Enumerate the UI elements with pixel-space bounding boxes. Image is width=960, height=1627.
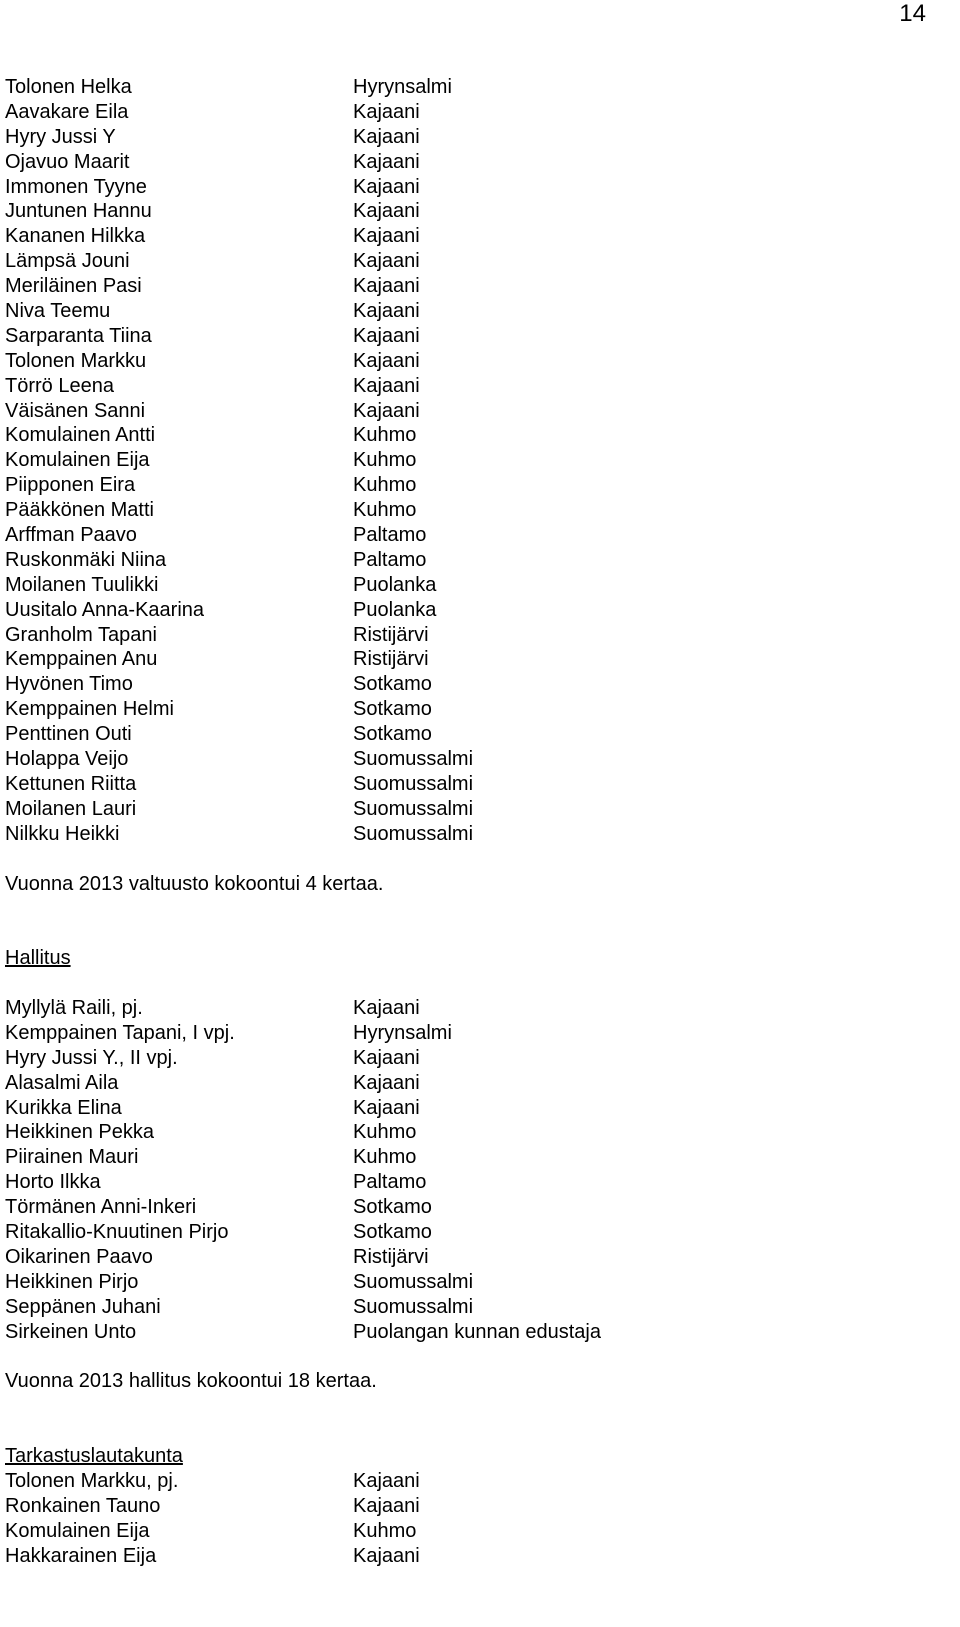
member-name: Heikkinen Pekka — [5, 1121, 154, 1144]
member-row — [5, 1046, 935, 1071]
member-municipality: Kajaani — [353, 125, 420, 148]
member-municipality: Kajaani — [353, 349, 420, 372]
member-name: Penttinen Outi — [5, 723, 132, 746]
board-heading: Hallitus — [5, 947, 71, 970]
member-name: Kettunen Riitta — [5, 772, 137, 795]
member-name: Holappa Veijo — [5, 748, 129, 771]
member-name: Sirkeinen Unto — [5, 1320, 137, 1343]
member-name: Piipponen Eira — [5, 474, 136, 497]
member-row — [5, 1071, 935, 1096]
member-municipality: Kajaani — [353, 324, 420, 347]
member-name: Uusitalo Anna-Kaarina — [5, 598, 205, 621]
member-name: Arffman Paavo — [5, 524, 137, 547]
member-municipality: Kuhmo — [353, 499, 417, 522]
member-row — [5, 423, 935, 448]
council-member-list — [5, 75, 935, 847]
member-row — [5, 647, 935, 672]
member-municipality: Kajaani — [353, 225, 420, 248]
member-name: Tolonen Markku — [5, 349, 147, 372]
member-row — [5, 523, 935, 548]
member-municipality: Sotkamo — [353, 1220, 432, 1243]
member-name: Seppänen Juhani — [5, 1295, 161, 1318]
member-name: Ruskonmäki Niina — [5, 548, 167, 571]
member-row — [5, 473, 935, 498]
member-name: Komulainen Antti — [5, 424, 156, 447]
member-row — [5, 1120, 935, 1145]
member-name: Törrö Leena — [5, 374, 114, 397]
member-municipality: Suomussalmi — [353, 1295, 474, 1318]
member-municipality: Kajaani — [353, 1046, 420, 1069]
member-municipality: Sotkamo — [353, 698, 432, 721]
spacer — [5, 921, 935, 946]
spacer — [5, 847, 935, 872]
audit-committee-member-list — [5, 1469, 935, 1569]
member-municipality: Puolangan kunnan edustaja — [353, 1320, 601, 1343]
member-municipality: Sotkamo — [353, 673, 432, 696]
member-row — [5, 996, 935, 1021]
member-municipality: Kajaani — [353, 399, 420, 422]
member-name: Pääkkönen Matti — [5, 499, 154, 522]
member-row — [5, 448, 935, 473]
member-row — [5, 1544, 935, 1569]
member-name: Kemppainen Anu — [5, 648, 158, 671]
member-name: Ronkainen Tauno — [5, 1494, 161, 1517]
member-municipality: Puolanka — [353, 598, 437, 621]
member-row — [5, 797, 935, 822]
member-row — [5, 150, 935, 175]
member-name: Kananen Hilkka — [5, 225, 146, 248]
member-municipality: Ristijärvi — [353, 623, 429, 646]
member-municipality: Kajaani — [353, 275, 420, 298]
member-name: Ritakallio-Knuutinen Pirjo — [5, 1220, 229, 1243]
member-municipality: Kajaani — [353, 996, 420, 1019]
member-row — [5, 1469, 935, 1494]
member-name: Hyry Jussi Y., II vpj. — [5, 1046, 178, 1069]
member-name: Heikkinen Pirjo — [5, 1270, 139, 1293]
member-row — [5, 1494, 935, 1519]
member-name: Moilanen Tuulikki — [5, 573, 159, 596]
member-name: Oikarinen Paavo — [5, 1245, 153, 1268]
member-row — [5, 100, 935, 125]
member-row — [5, 1295, 935, 1320]
member-name: Immonen Tyyne — [5, 175, 147, 198]
member-row — [5, 1170, 935, 1195]
council-meetings-note: Vuonna 2013 valtuusto kokoontui 4 kertaa. — [5, 872, 384, 895]
spacer — [5, 1344, 935, 1369]
spacer — [5, 1419, 935, 1444]
member-row — [5, 374, 935, 399]
member-row — [5, 175, 935, 200]
member-name: Hyry Jussi Y — [5, 125, 116, 148]
spacer — [5, 896, 935, 921]
member-name: Tolonen Markku, pj. — [5, 1469, 179, 1492]
member-row — [5, 125, 935, 150]
member-row — [5, 324, 935, 349]
member-row — [5, 1245, 935, 1270]
member-row — [5, 399, 935, 424]
member-row — [5, 1519, 935, 1544]
member-municipality: Suomussalmi — [353, 772, 474, 795]
member-row — [5, 573, 935, 598]
member-municipality: Kajaani — [353, 1544, 420, 1567]
member-municipality: Suomussalmi — [353, 797, 474, 820]
member-name: Tolonen Helka — [5, 76, 132, 98]
member-row — [5, 697, 935, 722]
member-row — [5, 1320, 935, 1345]
member-row — [5, 199, 935, 224]
member-name: Hyvönen Timo — [5, 673, 133, 696]
member-row — [5, 1270, 935, 1295]
member-municipality: Hyrynsalmi — [353, 1021, 452, 1044]
member-name: Niva Teemu — [5, 300, 111, 323]
member-municipality: Kajaani — [353, 1096, 420, 1119]
member-name: Komulainen Eija — [5, 1519, 150, 1542]
member-municipality: Kajaani — [353, 250, 420, 273]
member-name: Horto Ilkka — [5, 1171, 101, 1194]
member-name: Lämpsä Jouni — [5, 250, 130, 273]
board-meetings-note: Vuonna 2013 hallitus kokoontui 18 kertaa. — [5, 1370, 377, 1393]
member-name: Nilkku Heikki — [5, 822, 120, 845]
member-municipality: Kajaani — [353, 300, 420, 323]
member-name: Myllylä Raili, pj. — [5, 996, 143, 1019]
member-row — [5, 1021, 935, 1046]
member-row — [5, 722, 935, 747]
member-municipality: Kuhmo — [353, 474, 417, 497]
member-row — [5, 249, 935, 274]
member-row — [5, 349, 935, 374]
member-municipality: Kuhmo — [353, 424, 417, 447]
page-number: 14 — [899, 0, 926, 27]
member-municipality: Suomussalmi — [353, 1270, 474, 1293]
member-name: Hakkarainen Eija — [5, 1544, 157, 1567]
member-municipality: Sotkamo — [353, 723, 432, 746]
member-row — [5, 747, 935, 772]
member-municipality: Kuhmo — [353, 449, 417, 472]
member-name: Sarparanta Tiina — [5, 324, 152, 347]
member-row — [5, 498, 935, 523]
member-name: Piirainen Mauri — [5, 1146, 139, 1169]
member-name: Juntunen Hannu — [5, 200, 152, 223]
member-row — [5, 598, 935, 623]
spacer — [5, 1394, 935, 1419]
member-municipality: Sotkamo — [353, 1196, 432, 1219]
member-name: Kurikka Elina — [5, 1096, 122, 1119]
member-municipality: Kajaani — [353, 175, 420, 198]
member-municipality: Paltamo — [353, 524, 427, 547]
member-row — [5, 672, 935, 697]
member-name: Väisänen Sanni — [5, 399, 146, 422]
member-row — [5, 299, 935, 324]
member-municipality: Paltamo — [353, 548, 427, 571]
member-row — [5, 1096, 935, 1121]
member-municipality: Suomussalmi — [353, 822, 474, 845]
member-name: Kemppainen Tapani, I vpj. — [5, 1021, 235, 1044]
member-municipality: Kajaani — [353, 100, 420, 123]
spacer — [5, 971, 935, 996]
member-municipality: Ristijärvi — [353, 648, 429, 671]
member-municipality: Puolanka — [353, 573, 437, 596]
member-row — [5, 75, 935, 100]
member-name: Komulainen Eija — [5, 449, 150, 472]
member-row — [5, 623, 935, 648]
member-municipality: Kajaani — [353, 200, 420, 223]
member-row — [5, 772, 935, 797]
member-row — [5, 822, 935, 847]
member-name: Kemppainen Helmi — [5, 698, 174, 721]
member-name: Ojavuo Maarit — [5, 150, 130, 173]
member-row — [5, 1195, 935, 1220]
member-row — [5, 548, 935, 573]
member-municipality: Kajaani — [353, 1494, 420, 1517]
member-row — [5, 1220, 935, 1245]
member-municipality: Kuhmo — [353, 1146, 417, 1169]
member-row — [5, 274, 935, 299]
board-member-list — [5, 996, 935, 1344]
member-name: Aavakare Eila — [5, 100, 129, 123]
member-name: Alasalmi Aila — [5, 1071, 119, 1094]
member-municipality: Kuhmo — [353, 1121, 417, 1144]
member-municipality: Hyrynsalmi — [353, 76, 452, 98]
member-municipality: Kuhmo — [353, 1519, 417, 1542]
member-municipality: Kajaani — [353, 150, 420, 173]
member-name: Granholm Tapani — [5, 623, 157, 646]
member-municipality: Kajaani — [353, 374, 420, 397]
member-name: Törmänen Anni-Inkeri — [5, 1196, 197, 1219]
member-row — [5, 224, 935, 249]
member-municipality: Kajaani — [353, 1071, 420, 1094]
member-municipality: Paltamo — [353, 1171, 427, 1194]
member-name: Meriläinen Pasi — [5, 275, 142, 298]
document-body — [5, 75, 935, 1568]
member-municipality: Ristijärvi — [353, 1245, 429, 1268]
member-municipality: Kajaani — [353, 1469, 420, 1492]
audit-committee-heading: Tarkastuslautakunta — [5, 1444, 183, 1467]
member-name: Moilanen Lauri — [5, 797, 137, 820]
member-row — [5, 1145, 935, 1170]
member-municipality: Suomussalmi — [353, 748, 474, 771]
